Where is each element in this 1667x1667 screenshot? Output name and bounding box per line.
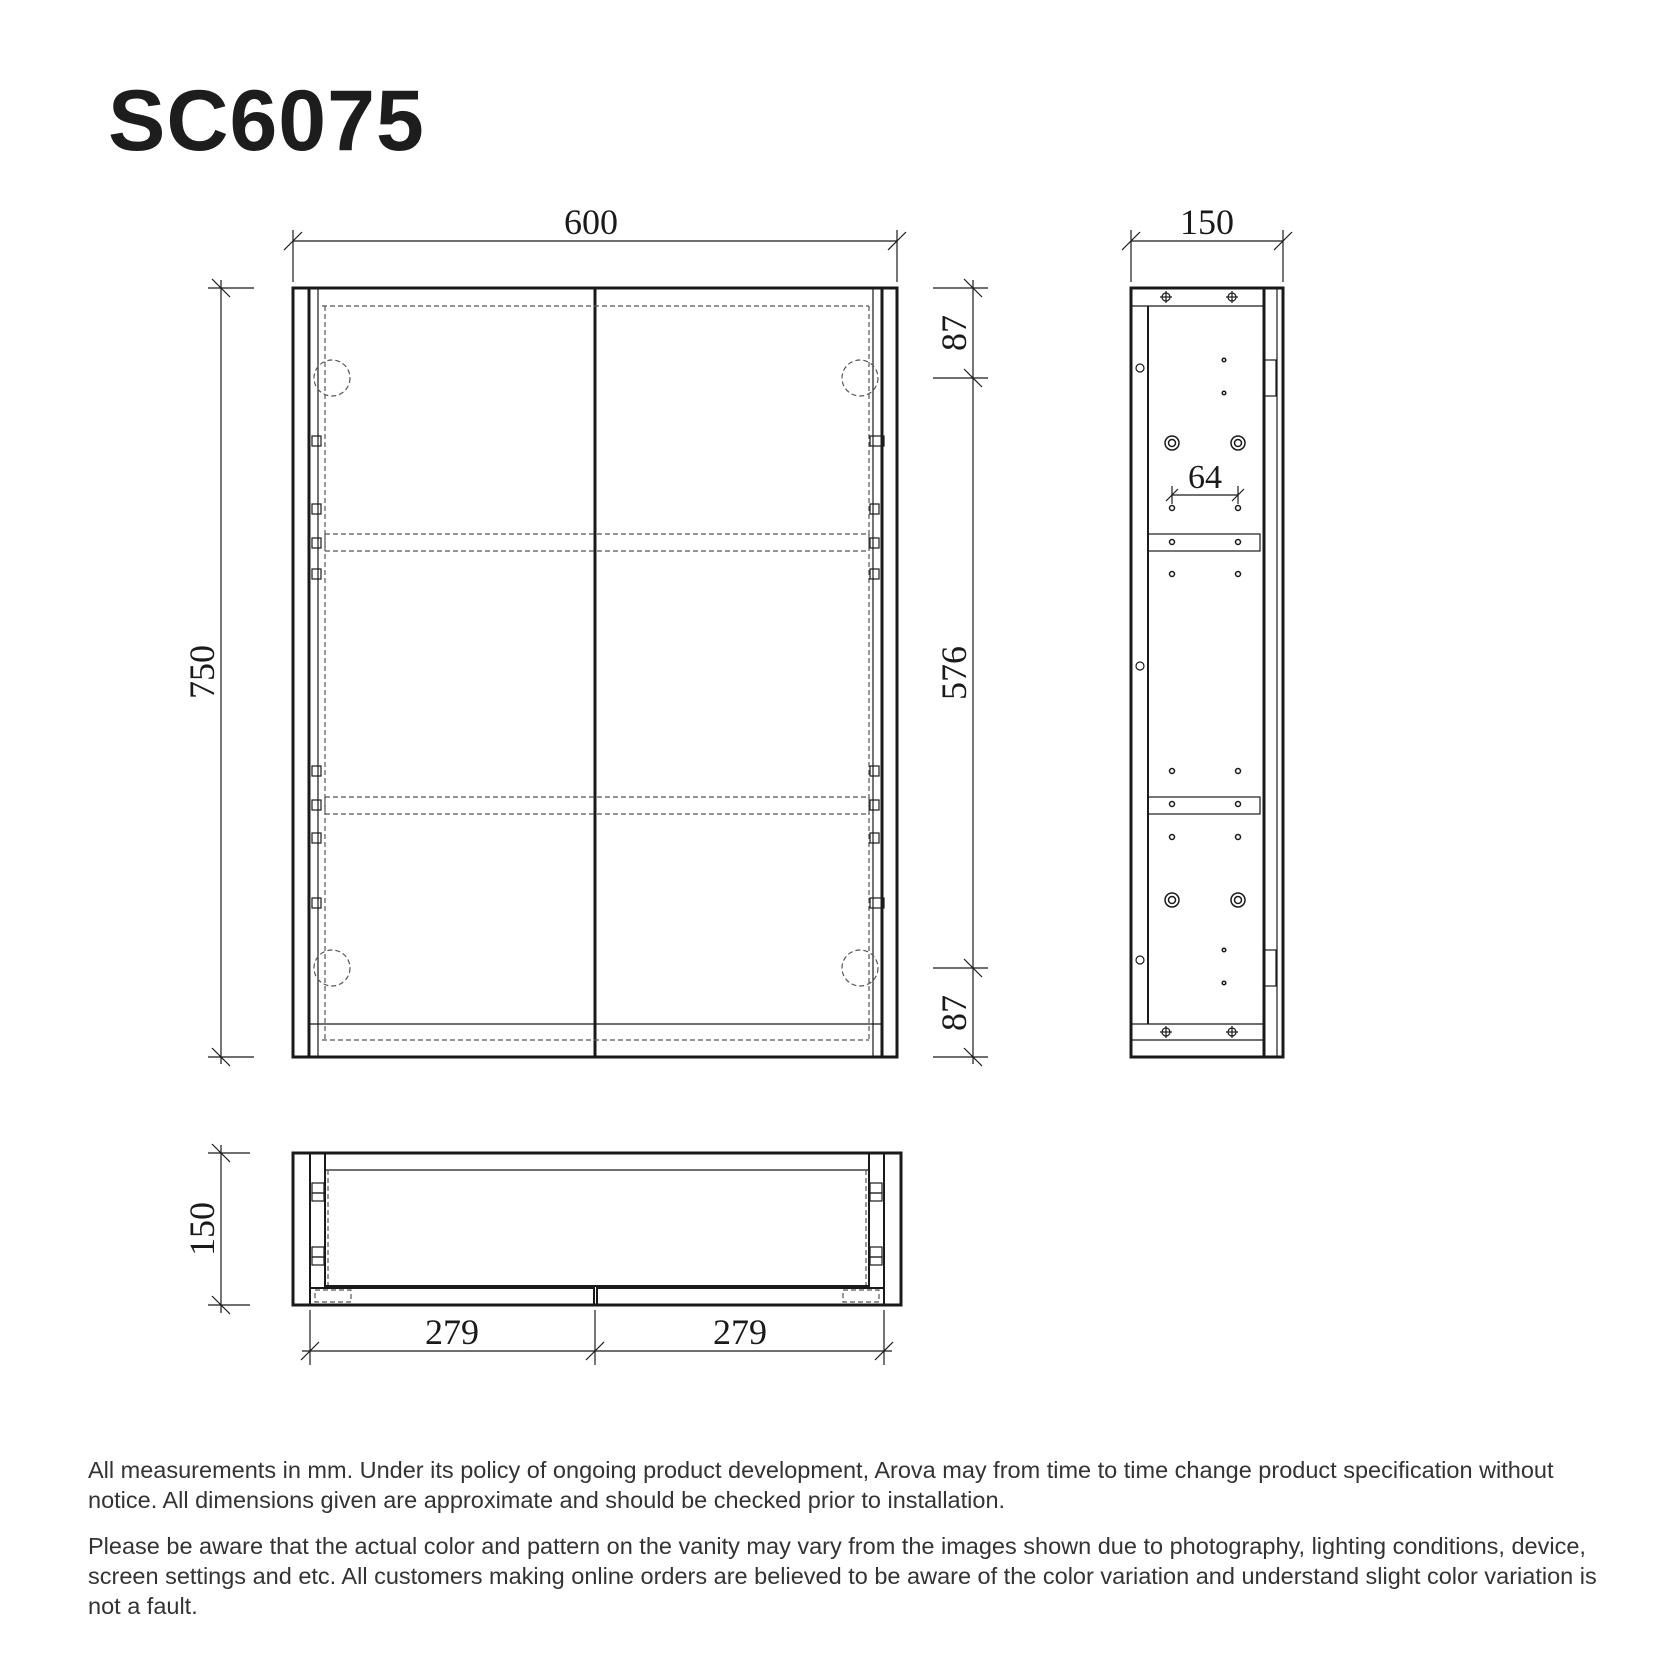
dimension-hole-spacing	[1166, 459, 1244, 504]
plan-view	[293, 1153, 901, 1305]
hinge-cup-icon	[314, 950, 350, 986]
dim-label-87-top: 87	[934, 315, 974, 351]
dim-label-150-side: 150	[1180, 202, 1234, 242]
dimension-door-widths	[301, 1310, 893, 1365]
disclaimer-notes	[88, 1455, 1598, 1637]
side-elevation	[1131, 288, 1283, 1057]
dim-label-600: 600	[564, 202, 618, 242]
shelf-lower	[325, 797, 869, 814]
dowel-marker-icon	[1136, 291, 1238, 1038]
hinge-cup-icon	[314, 360, 350, 396]
dimension-side-depth	[1122, 202, 1292, 282]
dimension-front-height	[182, 279, 254, 1066]
shelf-pin-hole-icon	[1170, 358, 1241, 985]
dim-label-576: 576	[934, 646, 974, 700]
dim-label-150-plan: 150	[182, 1202, 222, 1256]
dim-label-64: 64	[1188, 459, 1222, 496]
dim-label-279-left: 279	[425, 1312, 479, 1352]
product-code-title: SC6075	[108, 73, 425, 169]
plan-cabinet-outline	[293, 1153, 901, 1305]
dimension-front-width	[284, 202, 906, 282]
dim-label-279-right: 279	[713, 1312, 767, 1352]
side-shelf-upper	[1148, 534, 1260, 551]
side-shelf-lower	[1148, 797, 1260, 814]
dimension-chain-right	[933, 279, 988, 1066]
color-variation-note: Please be aware that the actual color and pattern on the vanity may vary from the images shown due to photography, lighting conditions, device, screen settings and etc. All customers making online orders are believed to be aware of the color variation and understand slight color variation is not a fault.	[88, 1533, 1597, 1619]
plan-door-right	[597, 1288, 884, 1305]
shelf-upper	[325, 534, 869, 551]
dim-label-87-bottom: 87	[934, 995, 974, 1031]
dim-label-750: 750	[182, 645, 222, 699]
measurement-note: All measurements in mm. Under its policy of ongoing product development, Arova may from time to time change product specification without notice. All dimensions given are approximate and should be checked prior to installation.	[88, 1457, 1554, 1513]
dimension-plan-depth	[182, 1144, 250, 1314]
plan-door-left	[310, 1288, 594, 1305]
side-cabinet-outline	[1131, 288, 1283, 1057]
front-elevation	[293, 288, 897, 1057]
cam-fitting-icon	[1165, 436, 1245, 907]
